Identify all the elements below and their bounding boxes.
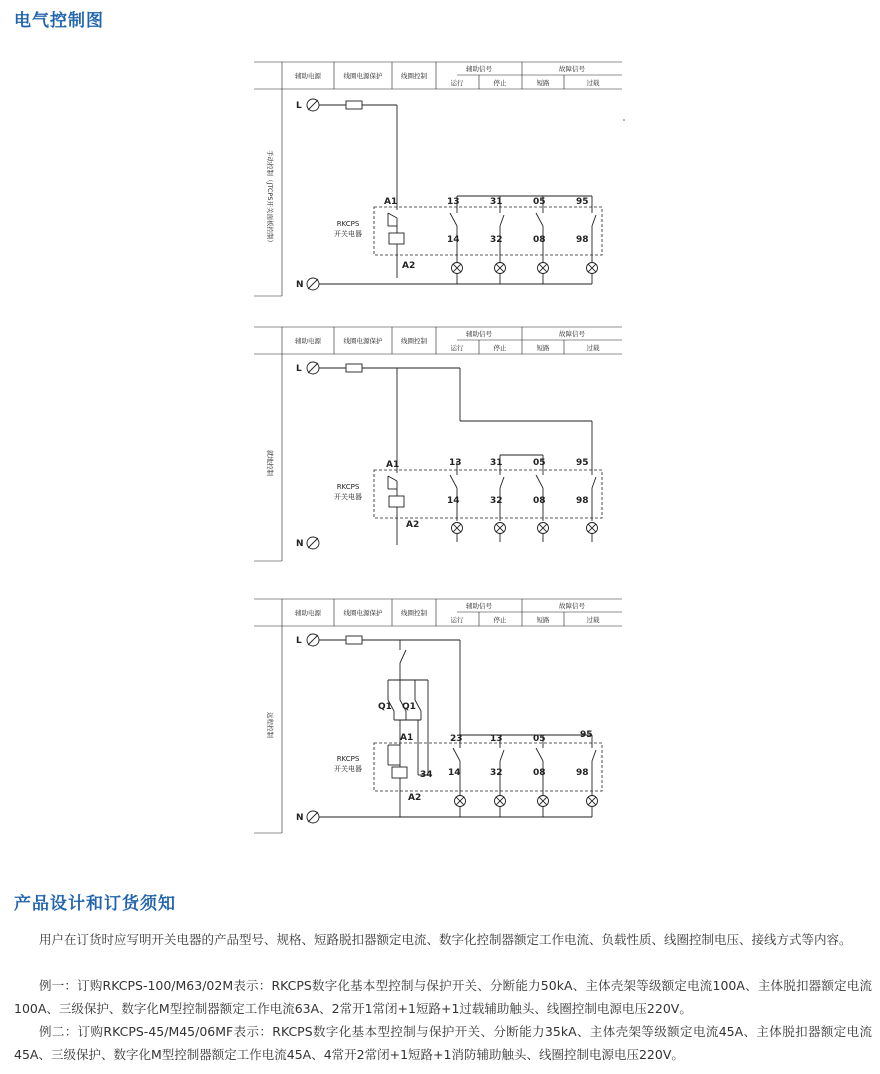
terminal-95: 95 xyxy=(576,197,589,207)
diagram-local-control xyxy=(250,323,630,568)
header-coil-power-protect: 线圈电源保护 xyxy=(343,72,383,80)
fuse xyxy=(346,636,362,644)
paragraph-example-1: 例一：订购RKCPS-100/M63/02M表示：RKCPS数字化基本型控制与保护开关、分断能力50kA、主体壳架等级额定电流100A、主体脱扣器额定电流100A、三级保护、数字化M型控制器额定工作电流63A、2常开1常闭+1短路+1过载辅助触头、线圈控制电源电压220V。 xyxy=(14,978,872,1016)
terminal-A1: A1 xyxy=(386,460,400,470)
terminal-31: 31 xyxy=(490,197,503,207)
terminal-32: 32 xyxy=(490,235,503,245)
header-fault-signal: 故障信号 xyxy=(559,602,585,610)
terminal-32: 32 xyxy=(490,496,503,506)
terminal-A2: A2 xyxy=(402,261,416,271)
terminal-A1: A1 xyxy=(400,733,414,743)
header-coil-control: 线圈控制 xyxy=(401,72,427,80)
terminal-08: 08 xyxy=(533,768,546,778)
terminal-05: 05 xyxy=(533,458,546,468)
terminal-31: 31 xyxy=(490,458,503,468)
header-short-circuit: 短路 xyxy=(536,344,550,352)
terminal-05: 05 xyxy=(533,734,546,744)
label-L: L xyxy=(296,364,302,374)
terminal-98: 98 xyxy=(576,496,589,506)
label-L: L xyxy=(296,636,302,646)
device-name: RKCPS xyxy=(336,483,360,491)
diagram-manual-control xyxy=(250,58,630,303)
header-coil-control: 线圈控制 xyxy=(401,337,427,345)
header-aux-signal: 辅助信号 xyxy=(466,65,492,73)
device-type: 开关电器 xyxy=(334,493,362,501)
terminal-13: 13 xyxy=(447,197,460,207)
device-box xyxy=(374,470,602,518)
terminal-95: 95 xyxy=(576,458,589,468)
header-fault-signal: 故障信号 xyxy=(559,65,585,73)
device-type: 开关电器 xyxy=(334,765,362,773)
header-overload: 过载 xyxy=(586,616,600,624)
header-run: 运行 xyxy=(450,79,464,87)
header-short-circuit: 短路 xyxy=(536,616,550,624)
header-aux-power: 辅助电源 xyxy=(295,609,321,617)
header-overload: 过载 xyxy=(586,344,600,352)
label-Q1-right: Q1 xyxy=(402,702,416,712)
terminal-08: 08 xyxy=(533,496,546,506)
side-label-remote-control: 远程控制 xyxy=(266,712,274,738)
header-run: 运行 xyxy=(450,344,464,352)
header-coil-power-protect: 线圈电源保护 xyxy=(343,337,383,345)
label-N: N xyxy=(296,539,304,549)
fuse xyxy=(346,364,362,372)
terminal-05: 05 xyxy=(533,197,546,207)
terminal-A2: A2 xyxy=(406,520,420,530)
label-L: L xyxy=(296,101,302,111)
terminal-98: 98 xyxy=(576,768,589,778)
signal-lamps xyxy=(452,263,598,274)
terminal-23: 23 xyxy=(450,734,463,744)
device-type: 开关电器 xyxy=(334,230,362,238)
header-stop: 停止 xyxy=(493,344,507,352)
terminal-A1: A1 xyxy=(384,197,398,207)
stop-button xyxy=(400,650,406,663)
section-title-electrical-diagram: 电气控制图 xyxy=(14,11,104,31)
label-Q1-left: Q1 xyxy=(378,702,392,712)
side-label-manual-control: 手动控制（JTCPS开关面板控制） xyxy=(266,149,274,247)
coil xyxy=(389,496,404,507)
paragraph-ordering-info: 用户在订货时应写明开关电器的产品型号、规格、短路脱扣器额定电流、数字化控制器额定工作电流、负载性质、线圈控制电压、接线方式等内容。 xyxy=(39,932,852,947)
header-table xyxy=(254,327,622,354)
signal-lamps xyxy=(452,523,598,534)
label-N: N xyxy=(296,280,304,290)
terminal-13: 13 xyxy=(490,734,503,744)
header-aux-power: 辅助电源 xyxy=(295,72,321,80)
terminal-14: 14 xyxy=(448,768,461,778)
header-coil-control: 线圈控制 xyxy=(401,609,427,617)
coil xyxy=(389,233,404,244)
terminal-32: 32 xyxy=(490,768,503,778)
side-label-local-control: 就地控制 xyxy=(266,450,274,476)
terminal-98: 98 xyxy=(576,235,589,245)
header-stop: 停止 xyxy=(493,79,507,87)
header-aux-signal: 辅助信号 xyxy=(466,330,492,338)
diagram-remote-control xyxy=(250,595,630,840)
device-name: RKCPS xyxy=(336,220,360,228)
header-table xyxy=(254,599,622,626)
device-name: RKCPS xyxy=(336,755,360,763)
header-fault-signal: 故障信号 xyxy=(559,330,585,338)
device-box xyxy=(374,207,602,255)
paragraph-example-2: 例二：订购RKCPS-45/M45/06MF表示：RKCPS数字化基本型控制与保护开关、分断能力35kA、主体壳架等级额定电流45A、主体脱扣器额定电流45A、三级保护、数字化M型控制器额定工作电流45A、4常开2常闭+1短路+1消防辅助触头、线圈控制电源电压220V。 xyxy=(14,1024,872,1062)
header-aux-signal: 辅助信号 xyxy=(466,602,492,610)
terminal-13: 13 xyxy=(449,458,462,468)
signal-lamps xyxy=(455,796,598,807)
section-title-ordering-notes: 产品设计和订货须知 xyxy=(14,894,176,914)
header-table xyxy=(254,62,622,89)
header-aux-power: 辅助电源 xyxy=(295,337,321,345)
coil xyxy=(392,767,407,778)
device-box xyxy=(374,743,602,791)
terminal-34: 34 xyxy=(420,770,433,780)
header-stop: 停止 xyxy=(493,616,507,624)
header-run: 运行 xyxy=(450,616,464,624)
terminal-95: 95 xyxy=(580,730,593,740)
terminal-14: 14 xyxy=(447,496,460,506)
terminal-08: 08 xyxy=(533,235,546,245)
terminal-A2: A2 xyxy=(408,793,422,803)
terminal-14: 14 xyxy=(447,235,460,245)
header-overload: 过载 xyxy=(586,79,600,87)
header-short-circuit: 短路 xyxy=(536,79,550,87)
label-N: N xyxy=(296,813,304,823)
fuse xyxy=(346,101,362,109)
header-coil-power-protect: 线圈电源保护 xyxy=(343,609,383,617)
